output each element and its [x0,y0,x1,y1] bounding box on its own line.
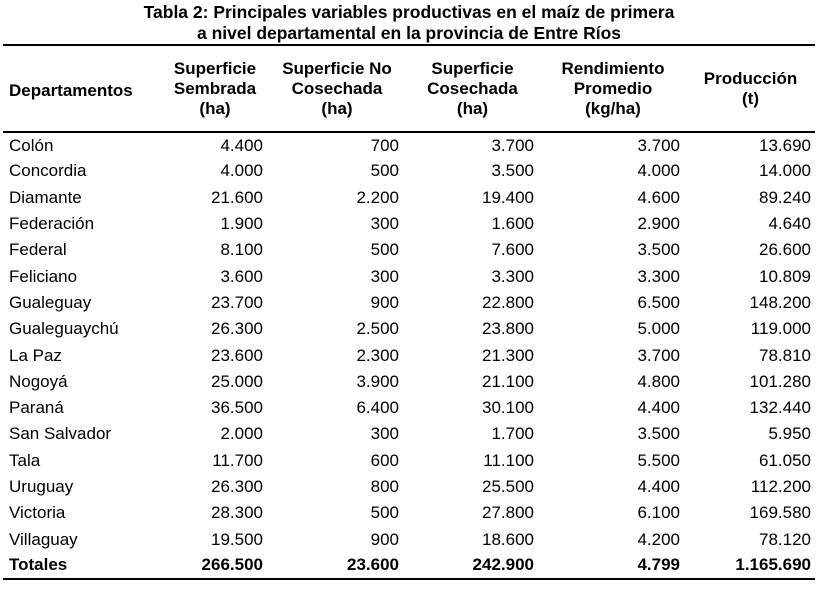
cell-superficie-cosechada: 19.400 [482,187,534,207]
cell-superficie-sembrada: 21.600 [211,187,263,207]
cell-produccion: 14.000 [759,161,811,181]
production-table [3,44,815,580]
cell-produccion: 169.580 [749,503,811,523]
cell-rendimiento-promedio: 3.500 [637,424,680,444]
column-header-departamentos [3,45,161,132]
cell-superficie-no-cosechada: 600 [370,450,399,470]
cell-superficie-cosechada: 3.700 [491,135,534,155]
cell-superficie-no-cosechada: 800 [370,477,399,496]
table-row [3,500,815,526]
cell-rendimiento-promedio: 4.200 [637,529,680,549]
cell-produccion: 78.120 [759,529,811,549]
cell-produccion: 89.240 [759,187,811,207]
cell-rendimiento-promedio: 3.700 [637,345,680,365]
cell-produccion: 4.640 [768,214,811,234]
table-title-line-2: a nivel departamental en la provincia de Entre Ríos [196,23,622,43]
cell-superficie-sembrada: 266.500 [161,553,269,579]
column-header-line: (ha) [199,98,231,118]
cell-superficie-no-cosechada: 23.600 [269,553,405,579]
cell-produccion: 26.600 [759,240,811,260]
department-name: La Paz [9,345,62,365]
cell-superficie-sembrada: 11.700 [212,450,263,470]
column-header-line: Departamentos [9,80,133,100]
column-header-line: Superficie No [282,58,392,78]
cell-produccion: 5.950 [768,424,811,444]
column-header-rendimiento-promedio [540,45,686,132]
cell-superficie-cosechada: 1.600 [491,214,534,234]
cell-superficie-sembrada: 4.400 [220,135,263,155]
cell-superficie-cosechada: 21.300 [482,345,534,365]
cell-superficie-sembrada: 23.700 [211,292,263,312]
cell-superficie-no-cosechada: 3.900 [356,371,399,391]
cell-superficie-cosechada: 11.100 [483,450,534,470]
cell-rendimiento-promedio: 6.100 [637,503,680,523]
column-header-line: (t) [742,88,759,108]
cell-superficie-sembrada: 26.300 [211,477,263,496]
table-row [3,185,815,211]
table-row [3,369,815,395]
cell-rendimiento-promedio: 6.500 [637,292,680,312]
table-row [3,342,815,368]
cell-superficie-cosechada: 30.100 [482,398,534,418]
cell-rendimiento-promedio: 4.400 [637,398,680,418]
department-name: Victoria [9,503,66,523]
cell-produccion: 119.000 [750,319,811,339]
department-name: Feliciano [9,266,78,286]
department-name: San Salvador [9,424,112,444]
cell-superficie-cosechada: 21.100 [482,371,534,391]
column-header-produccion [686,45,815,132]
cell-superficie-sembrada: 2.000 [220,424,263,444]
table-body [3,132,815,579]
department-name: Gualeguaychú [9,319,119,339]
department-name: Concordia [9,161,87,181]
department-name: Uruguay [9,477,74,496]
cell-superficie-no-cosechada: 2.300 [356,345,399,365]
department-name: Federal [9,240,67,260]
column-header-line: (ha) [321,98,353,118]
cell-rendimiento-promedio: 2.900 [637,214,680,234]
cell-produccion: 112.200 [750,477,811,496]
table-row [3,474,815,500]
cell-produccion: 10.809 [759,266,811,286]
department-name: Diamante [9,187,82,207]
table-header [3,45,815,132]
table-row [3,290,815,316]
department-name: Villaguay [9,529,78,549]
table-row [3,395,815,421]
table-row [3,526,815,552]
column-header-line: Cosechada [291,78,383,98]
cell-superficie-cosechada: 22.800 [482,292,534,312]
table-title-line-1: Tabla 2: Principales variables productivas en el maíz de primera [143,2,675,22]
cell-superficie-no-cosechada: 900 [370,529,399,549]
cell-superficie-sembrada: 8.100 [220,240,263,260]
column-header-superficie-cosechada [405,45,540,132]
cell-superficie-cosechada: 242.900 [405,553,540,579]
cell-superficie-no-cosechada: 500 [370,161,399,181]
cell-produccion: 61.050 [759,450,811,470]
cell-superficie-sembrada: 36.500 [211,398,263,418]
cell-produccion: 101.280 [749,371,811,391]
cell-superficie-sembrada: 1.900 [220,214,263,234]
table-row [3,158,815,184]
table-row [3,237,815,263]
cell-superficie-cosechada: 3.500 [491,161,534,181]
cell-rendimiento-promedio: 3.300 [637,266,680,286]
cell-superficie-sembrada: 4.000 [220,161,263,181]
cell-produccion: 1.165.690 [686,553,815,579]
table-row [3,316,815,342]
department-name: Federación [9,214,95,234]
cell-superficie-cosechada: 18.600 [482,529,534,549]
cell-superficie-sembrada: 25.000 [211,371,263,391]
cell-produccion: 148.200 [749,292,811,312]
cell-rendimiento-promedio: 4.600 [637,187,680,207]
totals-row [3,553,815,579]
cell-superficie-sembrada: 19.500 [211,529,263,549]
table-row [3,132,815,158]
column-header-line: (kg/ha) [585,98,641,118]
cell-superficie-no-cosechada: 300 [370,214,399,234]
column-header-line: Cosechada [427,78,518,98]
header-row [3,45,815,132]
cell-produccion: 78.810 [759,345,811,365]
cell-produccion: 13.690 [759,135,811,155]
cell-superficie-cosechada: 27.800 [482,503,534,523]
department-name: Tala [9,450,41,470]
cell-rendimiento-promedio: 5.500 [637,450,680,470]
department-name: Nogoyá [9,371,68,391]
cell-superficie-no-cosechada: 2.500 [356,319,399,339]
cell-superficie-no-cosechada: 300 [370,424,399,444]
totals-label: Totales [3,553,161,579]
cell-produccion: 132.440 [749,398,811,418]
column-header-line: Producción [703,68,798,88]
cell-rendimiento-promedio: 5.000 [637,319,680,339]
column-header-line: Superficie [431,58,514,78]
cell-superficie-no-cosechada: 900 [370,292,399,312]
table-row [3,263,815,289]
column-header-superficie-sembrada [161,45,269,132]
cell-rendimiento-promedio: 4.400 [637,477,680,496]
cell-superficie-cosechada: 25.500 [482,477,534,496]
cell-superficie-cosechada: 3.300 [491,266,534,286]
table-row [3,448,815,474]
cell-superficie-sembrada: 3.600 [220,266,263,286]
department-name: Gualeguay [9,292,92,312]
cell-superficie-no-cosechada: 6.400 [356,398,399,418]
department-name: Paraná [9,398,64,418]
column-header-line: Superficie [173,58,257,78]
cell-rendimiento-promedio: 3.500 [637,240,680,260]
cell-superficie-sembrada: 23.600 [211,345,263,365]
column-header-superficie-no-cosechada [269,45,405,132]
cell-superficie-sembrada: 26.300 [211,319,263,339]
cell-rendimiento-promedio: 4.799 [540,553,686,579]
cell-rendimiento-promedio: 4.800 [637,371,680,391]
table-row [3,211,815,237]
column-header-line: (ha) [456,98,489,118]
cell-superficie-sembrada: 28.300 [211,503,263,523]
column-header-line: Promedio [573,78,653,98]
cell-superficie-cosechada: 1.700 [491,424,534,444]
department-name: Colón [9,135,54,155]
cell-superficie-no-cosechada: 300 [370,266,399,286]
cell-superficie-no-cosechada: 500 [370,240,399,260]
cell-superficie-cosechada: 7.600 [491,240,534,260]
column-header-line: Rendimiento [561,58,665,78]
table-row [3,421,815,447]
cell-superficie-no-cosechada: 500 [370,503,399,523]
cell-superficie-no-cosechada: 700 [370,135,399,155]
cell-superficie-no-cosechada: 2.200 [356,187,399,207]
table-title [3,0,815,44]
cell-rendimiento-promedio: 4.000 [637,161,680,181]
cell-rendimiento-promedio: 3.700 [637,135,680,155]
cell-superficie-cosechada: 23.800 [482,319,534,339]
column-header-line: Sembrada [173,78,257,98]
